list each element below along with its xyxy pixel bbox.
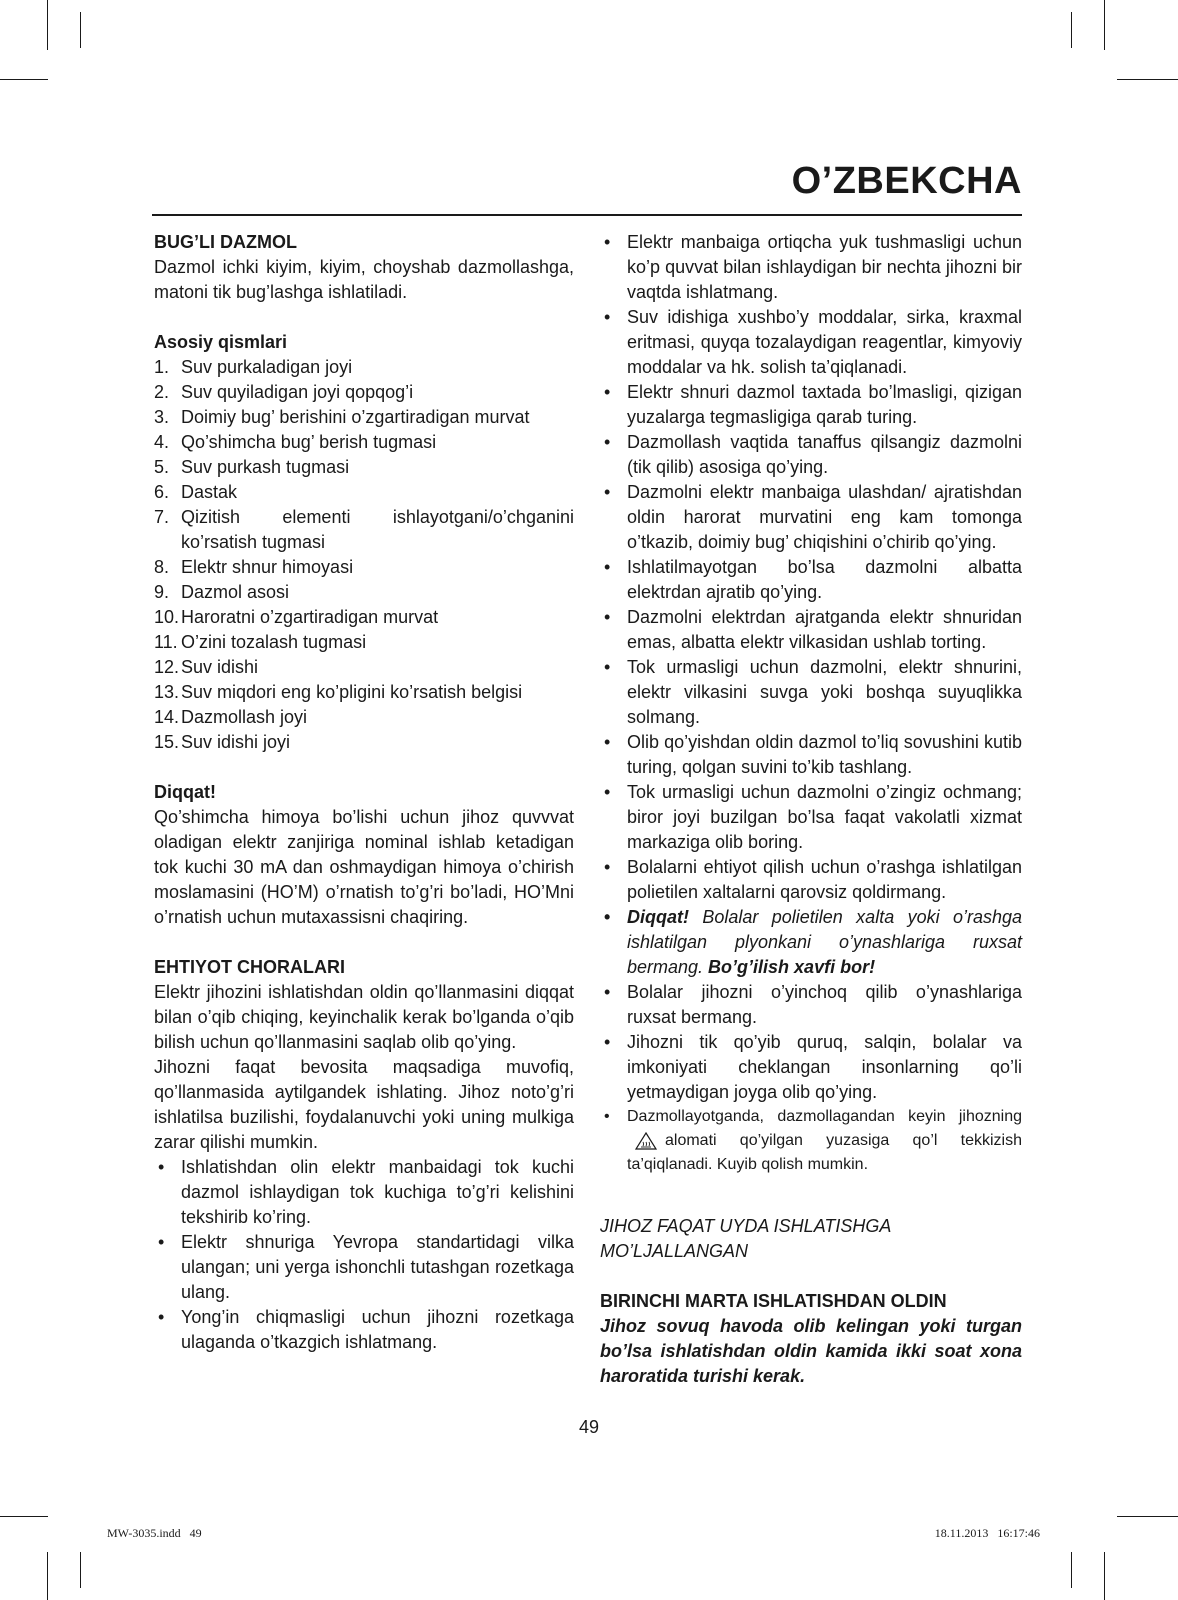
header-rule bbox=[152, 214, 1022, 216]
list-item bbox=[154, 705, 574, 730]
item-text: Yong’in chiqmasligi uchun jihozni rozetkaga ulaganda o’tkazgich ishlatmang. bbox=[181, 1307, 574, 1352]
list-item bbox=[154, 405, 574, 430]
warning-tail: Bo’g’ilish xavfi bor! bbox=[708, 957, 876, 977]
warning-lead: Diqqat! bbox=[627, 907, 689, 927]
item-text: Dazmollash joyi bbox=[181, 707, 308, 727]
item-text: Jihozni tik qo’yib quruq, salqin, bolalar va imkoniyati cheklangan insonlarning qo’li yetmaydigan joyga olib qo’ying. bbox=[627, 1032, 1022, 1102]
item-text bbox=[627, 1105, 1022, 1177]
warning-body: Bolalar polietilen xalta yoki o’rashga ishlatilgan plyonkani o’ynashlariga ruxsat bermang. bbox=[627, 907, 1022, 977]
language-title: O’ZBEKCHA bbox=[791, 160, 1022, 202]
item-number: 11. bbox=[154, 632, 178, 652]
item-number: 5. bbox=[154, 457, 170, 477]
crop-mark bbox=[1117, 1516, 1178, 1517]
left-column bbox=[154, 230, 574, 1355]
list-item bbox=[154, 1305, 574, 1355]
item-text: Dazmol asosi bbox=[181, 582, 290, 602]
precautions-para-1: Elektr jihozini ishlatishdan oldin qo’llanmasini diqqat bilan o’qib chiqing, keyinchalik kerak bo’lganda o’qib bilish uchun qo’llanmasini saqlab olib qo’ying. bbox=[154, 982, 574, 1052]
item-text: Dazmolni elektrdan ajratganda elektr shnuridan emas, albatta elektr vilkasidan ushlab torting. bbox=[627, 607, 1022, 652]
crop-mark bbox=[1071, 1552, 1072, 1588]
bullet: • bbox=[604, 1108, 610, 1125]
bullet: • bbox=[604, 657, 611, 677]
item-text: Ishlatilmayotgan bo’lsa dazmolni albatta elektrdan ajratib qo’ying. bbox=[627, 557, 1022, 602]
bullet: • bbox=[604, 857, 611, 877]
item-text: Suv purkaladigan joyi bbox=[181, 357, 353, 377]
print-slug-date: 18.11.2013 16:17:46 bbox=[934, 1526, 1040, 1540]
bullet: • bbox=[604, 482, 611, 502]
list-item bbox=[600, 1105, 1022, 1177]
list-item bbox=[600, 605, 1022, 655]
list-item bbox=[154, 430, 574, 455]
item-text: Dastak bbox=[181, 482, 238, 502]
attention-text: Qo’shimcha himoya bo’lishi uchun jihoz quvvvat oladigan elektr zanjiriga nominal ishlab ketadigan tok kuchi 30 mA dan oshmaydigan himoya o’chirish moslamasini (HO’M) o’rnatish to’g’ri bo’ladi, HO’Mni o’rnatish uchun mutaxassisni chaqiring. bbox=[154, 807, 574, 927]
bullet: • bbox=[604, 907, 611, 927]
crop-mark bbox=[1117, 79, 1178, 80]
item-text: Elektr shnuri dazmol taxtada bo’lmasligi, qizigan yuzalarga tegmasligiga qarab turing. bbox=[627, 382, 1022, 427]
item-text: Olib qo’yishdan oldin dazmol to’liq sovushini kutib turing, qolgan suvini to’kib tashlang. bbox=[627, 732, 1022, 777]
list-item bbox=[600, 480, 1022, 555]
precautions-title: EHTIYOT CHORALARI bbox=[154, 957, 345, 977]
item-number: 4. bbox=[154, 432, 170, 452]
warning-text bbox=[627, 905, 1022, 980]
bullet: • bbox=[604, 607, 611, 627]
crop-mark bbox=[47, 1552, 48, 1600]
item-number: 12. bbox=[154, 657, 180, 677]
bullet: • bbox=[158, 1307, 165, 1327]
precautions-para-2: Jihozni faqat bevosita maqsadiga muvofiq, qo’llanmasida aytilgandek ishlating. Jihoz noto’g’ri ishlatilsa buzilishi, foydalanuvchi yoki uning mulkiga zarar qilishi mumkin. bbox=[154, 1057, 574, 1152]
item-text: Ishlatishdan olin elektr manbaidagi tok kuchi dazmol ishlaydigan tok kuchiga to’g’ri kelishini tekshirib ko’ring. bbox=[181, 1157, 574, 1227]
item-number: 10. bbox=[154, 607, 180, 627]
crop-mark bbox=[80, 12, 81, 48]
item-number: 8. bbox=[154, 557, 170, 577]
list-item bbox=[600, 380, 1022, 430]
bullet: • bbox=[158, 1157, 165, 1177]
print-slug-file: MW-3035.indd 49 bbox=[107, 1526, 202, 1540]
list-item bbox=[154, 455, 574, 480]
list-item bbox=[154, 605, 574, 630]
item-text: Bolalarni ehtiyot qilish uchun o’rashga ishlatilgan polietilen xaltalarni qarovsiz qoldirmang. bbox=[627, 857, 1022, 902]
list-item bbox=[600, 780, 1022, 855]
item-number: 6. bbox=[154, 482, 170, 502]
list-item bbox=[600, 430, 1022, 480]
item-text-after: alomati qo’yilgan yuzasiga qo’l tekkizish ta’qiqlanadi. Kuyib qolish mumkin. bbox=[627, 1132, 1022, 1173]
first-use-text: Jihoz sovuq havoda olib kelingan yoki turgan bo’lsa ishlatishdan oldin kamida ikki soat xona haroratida turishi kerak. bbox=[600, 1316, 1022, 1386]
list-item bbox=[154, 355, 574, 380]
item-number: 14. bbox=[154, 707, 180, 727]
crop-mark bbox=[1071, 12, 1072, 48]
intro-text: Dazmol ichki kiyim, kiyim, choyshab dazmollashga, matoni tik bug’lashga ishlatiladi. bbox=[154, 257, 574, 302]
parts-list bbox=[154, 355, 574, 755]
bullet: • bbox=[604, 1032, 611, 1052]
parts-title: Asosiy qismlari bbox=[154, 332, 288, 352]
list-item bbox=[154, 580, 574, 605]
list-item bbox=[154, 630, 574, 655]
list-item bbox=[154, 555, 574, 580]
item-number: 3. bbox=[154, 407, 170, 427]
crop-mark bbox=[0, 79, 48, 80]
hot-surface-warning-icon bbox=[635, 1132, 657, 1150]
item-text: Qizitish elementi ishlayotgani/o’chganini ko’rsatish tugmasi bbox=[181, 507, 574, 552]
list-item bbox=[600, 555, 1022, 605]
item-number: 1. bbox=[154, 357, 170, 377]
item-number: 13. bbox=[154, 682, 180, 702]
item-number: 7. bbox=[154, 507, 170, 527]
list-item bbox=[154, 480, 574, 505]
item-text: Suv quyiladigan joyi qopqog’i bbox=[181, 382, 414, 402]
item-number: 15. bbox=[154, 732, 180, 752]
item-text: Qo’shimcha bug’ berish tugmasi bbox=[181, 432, 437, 452]
item-text: Elektr manbaiga ortiqcha yuk tushmasligi uchun ko’p quvvat bilan ishlaydigan bir nechta jihozni bir vaqtda ishlatmang. bbox=[627, 232, 1022, 302]
item-text: Tok urmasligi uchun dazmolni, elektr shnurini, elektr vilkasini suvga yoki boshqa suyuqlikka solmang. bbox=[627, 657, 1022, 727]
list-item bbox=[600, 230, 1022, 305]
list-item bbox=[154, 1155, 574, 1230]
list-item bbox=[600, 980, 1022, 1030]
bullet: • bbox=[604, 982, 611, 1002]
item-text: Suv purkash tugmasi bbox=[181, 457, 350, 477]
household-note: JIHOZ FAQAT UYDA ISHLATISHGA MO’LJALLANGAN bbox=[600, 1216, 891, 1261]
list-item bbox=[600, 655, 1022, 730]
attention-title: Diqqat! bbox=[154, 782, 216, 802]
bullet: • bbox=[604, 232, 611, 252]
crop-mark bbox=[47, 0, 48, 50]
intro-title: BUG’LI DAZMOL bbox=[154, 232, 297, 252]
item-text: O’zini tozalash tugmasi bbox=[181, 632, 367, 652]
bullet: • bbox=[604, 732, 611, 752]
list-item bbox=[600, 305, 1022, 380]
crop-mark bbox=[80, 1552, 81, 1588]
list-item bbox=[154, 505, 574, 555]
list-item bbox=[600, 1030, 1022, 1105]
item-text: Suv miqdori eng ko’pligini ko’rsatish belgisi bbox=[181, 682, 523, 702]
warning-item bbox=[600, 905, 1022, 980]
item-number: 2. bbox=[154, 382, 170, 402]
bullet: • bbox=[604, 557, 611, 577]
crop-mark bbox=[1104, 0, 1105, 50]
list-item bbox=[154, 380, 574, 405]
bullet: • bbox=[158, 1232, 165, 1252]
item-text: Elektr shnuriga Yevropa standartidagi vilka ulangan; uni yerga ishonchli tutashgan rozetkaga ulang. bbox=[181, 1232, 574, 1302]
bullet: • bbox=[604, 782, 611, 802]
list-item bbox=[154, 680, 574, 705]
item-text: Suv idishiga xushbo’y moddalar, sirka, kraxmal eritmasi, quyqa tozalaydigan reagentlar, kimyoviy moddalar va hk. solish ta’qiqlanadi. bbox=[627, 307, 1022, 377]
item-text: Suv idishi joyi bbox=[181, 732, 291, 752]
page-number: 49 bbox=[578, 1417, 600, 1437]
list-item bbox=[154, 655, 574, 680]
bullet: • bbox=[604, 307, 611, 327]
list-item bbox=[154, 730, 574, 755]
item-text: Tok urmasligi uchun dazmolni o’zingiz ochmang; biror joyi buzilgan bo’lsa faqat vakolatli xizmat markaziga olib boring. bbox=[627, 782, 1022, 852]
list-item bbox=[154, 1230, 574, 1305]
right-column bbox=[600, 230, 1022, 1389]
item-text: Doimiy bug’ berishini o’zgartiradigan murvat bbox=[181, 407, 530, 427]
item-text: Dazmolni elektr manbaiga ulashdan/ ajratishdan oldin harorat murvatini eng kam tomonga o’tkazib, doimiy bug’ chiqishini o’chirib qo’ying. bbox=[627, 482, 1022, 552]
list-item bbox=[600, 855, 1022, 905]
item-text-before: Dazmollayotganda, dazmollagandan keyin jihozning bbox=[627, 1108, 1022, 1125]
item-text: Elektr shnur himoyasi bbox=[181, 557, 354, 577]
item-number: 9. bbox=[154, 582, 170, 602]
crop-mark bbox=[1104, 1552, 1105, 1600]
bullet: • bbox=[604, 382, 611, 402]
crop-mark bbox=[0, 1516, 48, 1517]
item-text: Haroratni o’zgartiradigan murvat bbox=[181, 607, 439, 627]
bullet: • bbox=[604, 432, 611, 452]
item-text: Suv idishi bbox=[181, 657, 259, 677]
first-use-title: BIRINCHI MARTA ISHLATISHDAN OLDIN bbox=[600, 1291, 947, 1311]
item-text: Bolalar jihozni o’yinchoq qilib o’ynashlariga ruxsat bermang. bbox=[627, 982, 1022, 1027]
item-text: Dazmollash vaqtida tanaffus qilsangiz dazmolni (tik qilib) asosiga qo’ying. bbox=[627, 432, 1022, 477]
list-item bbox=[600, 730, 1022, 780]
